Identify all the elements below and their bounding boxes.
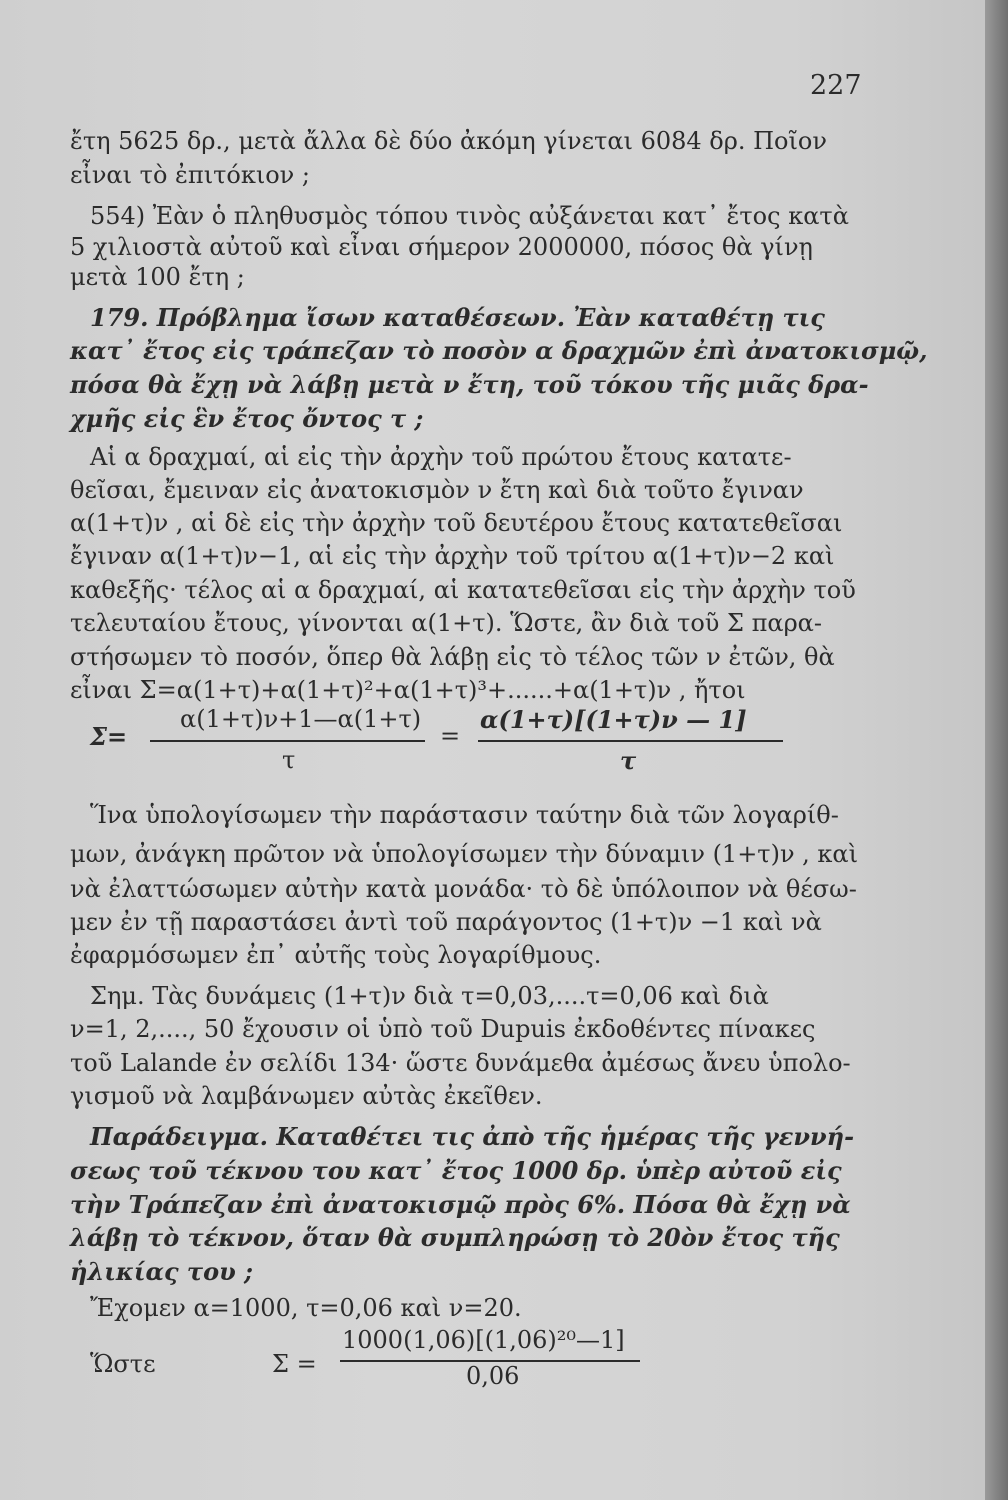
text-line: Ἵνα ὑπολογίσωμεν τὴν παράστασιν ταύτην διὰ τῶν λογαρίθ- [90, 801, 839, 829]
text-line: γισμοῦ νὰ λαμβάνωμεν αὐτὰς ἐκεῖθεν. [70, 1082, 543, 1110]
formula-lhs: Σ= [90, 722, 128, 751]
fraction-bar [478, 740, 783, 742]
formula-denominator: 0,06 [466, 1362, 520, 1390]
formula-numerator: 1000(1,06)[(1,06)²⁰—1] [342, 1326, 625, 1354]
text-line: στήσωμεν τὸ ποσόν, ὅπερ θὰ λάβῃ εἰς τὸ τέλος τῶν ν ἐτῶν, θὰ [70, 643, 835, 671]
text-line: ἡλικίας του ; [70, 1257, 253, 1286]
formula-lhs: Σ = [272, 1350, 317, 1378]
formula-word: Ὥστε [90, 1350, 156, 1378]
formula-numerator-1: α(1+τ)ν+1—α(1+τ) [180, 705, 422, 733]
text-line: τὴν Τράπεζαν ἐπὶ ἀνατοκισμῷ πρὸς 6%. Πόσα θὰ ἔχῃ νὰ [70, 1190, 851, 1219]
text-line: κατ᾽ ἔτος εἰς τράπεζαν τὸ ποσὸν α δραχμῶν ἐπὶ ἀνατοκισμῷ, [70, 336, 928, 365]
text-line: θεῖσαι, ἔμειναν εἰς ἀνατοκισμὸν ν ἔτη καὶ διὰ τοῦτο ἔγιναν [70, 476, 804, 504]
text-line: σεως τοῦ τέκνου του κατ᾽ ἔτος 1000 δρ. ὑπὲρ αὐτοῦ εἰς [70, 1156, 842, 1185]
text-line: ἐφαρμόσωμεν ἐπ᾽ αὐτῆς τοὺς λογαρίθμους. [70, 941, 602, 969]
text-line: α(1+τ)ν , αἱ δὲ εἰς τὴν ἀρχὴν τοῦ δευτέρου ἔτους κατατεθεῖσαι [70, 509, 843, 537]
formula-denominator-1: τ [282, 746, 296, 774]
text-line: πόσα θὰ ἔχῃ νὰ λάβῃ μετὰ ν ἔτη, τοῦ τόκου τῆς μιᾶς δρα- [70, 370, 869, 399]
text-line: ἔτη 5625 δρ., μετὰ ἄλλα δὲ δύο ἀκόμη γίνεται 6084 δρ. Ποῖον [70, 127, 827, 155]
fraction-bar [150, 740, 425, 742]
text-line: καθεξῆς· τέλος αἱ α δραχμαί, αἱ κατατεθεῖσαι εἰς τὴν ἀρχὴν τοῦ [70, 576, 856, 604]
text-line: μετὰ 100 ἔτη ; [70, 263, 245, 291]
text-line: χμῆς εἰς ἓν ἔτος ὄντος τ ; [70, 404, 424, 433]
formula-numerator-2: α(1+τ)[(1+τ)ν — 1] [480, 705, 747, 734]
text-line: λάβῃ τὸ τέκνον, ὅταν θὰ συμπληρώσῃ τὸ 20ὸν ἔτος τῆς [70, 1223, 840, 1252]
text-line: μων, ἀνάγκη πρῶτον νὰ ὑπολογίσωμεν τὴν δύναμιν (1+τ)ν , καὶ [70, 840, 859, 868]
problem-554-line: 554) Ἐὰν ὁ πληθυσμὸς τόπου τινὸς αὐξάνεται κατ᾽ ἔτος κατὰ [90, 202, 849, 230]
note-line: Σημ. Τὰς δυνάμεις (1+τ)ν διὰ τ=0,03,....τ=0,06 καὶ διὰ [90, 982, 769, 1010]
text-line: τελευταίου ἔτους, γίνονται α(1+τ). Ὥστε, ἂν διὰ τοῦ Σ παρα- [70, 609, 822, 637]
formula-equals: = [440, 722, 461, 750]
sum-formula-line: εἶναι Σ=α(1+τ)+α(1+τ)²+α(1+τ)³+......+α(1+τ)ν , ἤτοι [70, 676, 746, 704]
text-line: εἶναι τὸ ἐπιτόκιον ; [70, 161, 310, 189]
text-line: τοῦ Lalande ἐν σελίδι 134· ὥστε δυνάμεθα ἀμέσως ἄνευ ὑπολο- [70, 1049, 851, 1077]
text-line: Ἔχομεν α=1000, τ=0,06 καὶ ν=20. [90, 1294, 522, 1322]
example-heading: Παράδειγμα. Καταθέτει τις ἀπὸ τῆς ἡμέρας τῆς γεννή- [90, 1122, 855, 1151]
text-line: μεν ἐν τῇ παραστάσει ἀντὶ τοῦ παράγοντος (1+τ)ν −1 καὶ νὰ [70, 908, 822, 936]
text-line: 5 χιλιοστὰ αὐτοῦ καὶ εἶναι σήμερον 2000000, πόσος θὰ γίνῃ [70, 233, 813, 261]
text-line: ν=1, 2,...., 50 ἔχουσιν οἱ ὑπὸ τοῦ Dupuis ἐκδοθέντες πίνακες [70, 1015, 816, 1043]
page-edge [985, 0, 1008, 1500]
text-line: νὰ ἐλαττώσωμεν αὐτὴν κατὰ μονάδα· τὸ δὲ ὑπόλοιπον νὰ θέσω- [70, 875, 857, 903]
page-number: 227 [810, 70, 862, 101]
text-line: Αἱ α δραχμαί, αἱ εἰς τὴν ἀρχὴν τοῦ πρώτου ἔτους κατατε- [90, 443, 792, 471]
text-line: ἔγιναν α(1+τ)ν−1, αἱ εἰς τὴν ἀρχὴν τοῦ τρίτου α(1+τ)ν−2 καὶ [70, 542, 835, 570]
formula-denominator-2: τ [620, 746, 637, 775]
section-heading: 179. Πρόβλημα ἴσων καταθέσεων. Ἐὰν καταθέτῃ τις [90, 303, 825, 332]
